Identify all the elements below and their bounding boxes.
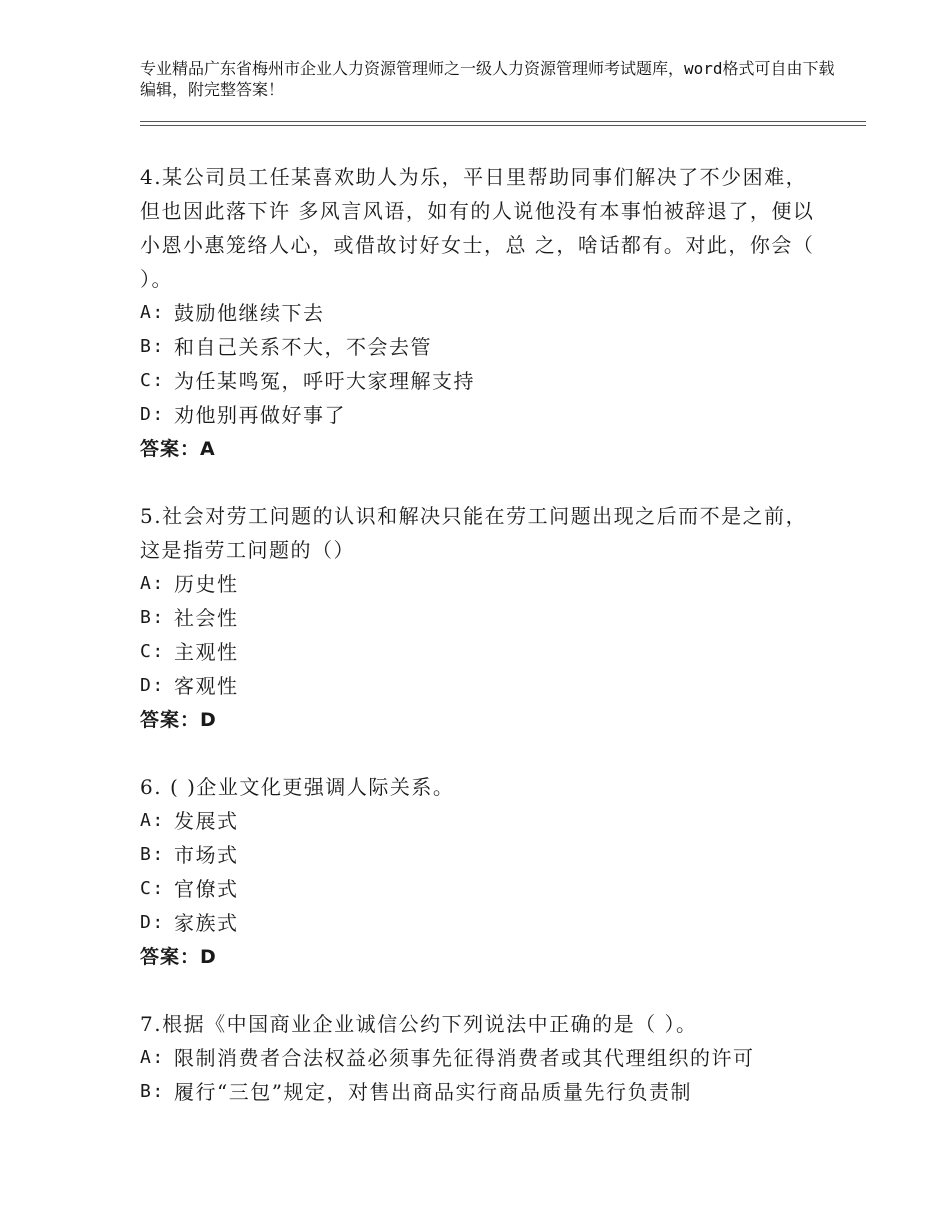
option-text: 家族式	[174, 911, 239, 935]
option-letter: C:	[140, 641, 165, 662]
page-header	[140, 58, 840, 100]
option-d	[140, 669, 820, 703]
option-c	[140, 635, 820, 669]
option-text: 限制消费者合法权益必须事先征得消费者或其代理组织的许可	[174, 1046, 755, 1070]
option-text: 官僚式	[174, 877, 239, 901]
option-text: 和自己关系不大，不会去管	[174, 335, 432, 359]
option-text: 社会性	[174, 606, 239, 630]
header-divider	[140, 121, 866, 122]
option-letter: D:	[140, 404, 165, 425]
option-b	[140, 1075, 820, 1109]
option-c	[140, 872, 820, 906]
option-letter: A:	[140, 810, 165, 831]
option-b	[140, 330, 820, 364]
option-d	[140, 906, 820, 940]
option-text: 市场式	[174, 843, 239, 867]
option-text: 履行“三包”规定，对售出商品实行商品质量先行负责制	[174, 1080, 692, 1104]
option-letter: B:	[140, 607, 165, 628]
document-title: 专业精品广东省梅州市企业人力资源管理师之一级人力资源管理师考试题库，word格式可自由下载编辑，附完整答案！	[140, 59, 835, 99]
option-c	[140, 364, 820, 398]
option-text: 为任某鸣冤，呼吁大家理解支持	[174, 369, 475, 393]
option-letter: A:	[140, 302, 165, 323]
question-text: 4.某公司员工任某喜欢助人为乐，平日里帮助同事们解决了不少困难，但也因此落下许 多风言风语，如有的人说他没有本事怕被辞退了，便以小恩小惠笼络人心，或借故讨好女士，总 之，啥话都有。对此，你会（ ）。	[140, 165, 815, 291]
option-letter: A:	[140, 1047, 165, 1068]
question-text: 5.社会对劳工问题的认识和解决只能在劳工问题出现之后而不是之前，这是指劳工问题的（）	[140, 504, 808, 562]
question-5	[140, 499, 820, 737]
option-letter: C:	[140, 878, 165, 899]
question-6	[140, 770, 820, 974]
option-letter: D:	[140, 912, 165, 933]
option-b	[140, 838, 820, 872]
header-divider	[140, 125, 866, 126]
option-text: 鼓励他继续下去	[174, 301, 325, 325]
option-a	[140, 567, 820, 601]
option-text: 历史性	[174, 572, 239, 596]
option-letter: B:	[140, 336, 165, 357]
answer-label: 答案：D	[140, 709, 217, 731]
option-letter: B:	[140, 1081, 165, 1102]
question-4	[140, 160, 820, 466]
option-b	[140, 601, 820, 635]
option-a	[140, 1041, 820, 1075]
question-list	[140, 160, 820, 1142]
option-d	[140, 398, 820, 432]
option-letter: B:	[140, 844, 165, 865]
question-7	[140, 1007, 820, 1109]
option-text: 发展式	[174, 809, 239, 833]
option-a	[140, 296, 820, 330]
option-letter: D:	[140, 675, 165, 696]
option-letter: A:	[140, 573, 165, 594]
question-text: 7.根据《中国商业企业诚信公约下列说法中正确的是（ ）。	[140, 1012, 698, 1036]
question-text: 6. ( )企业文化更强调人际关系。	[140, 775, 455, 799]
answer-label: 答案：D	[140, 946, 217, 968]
option-letter: C:	[140, 370, 165, 391]
option-text: 主观性	[174, 640, 239, 664]
answer-label: 答案：A	[140, 438, 216, 460]
option-text: 劝他别再做好事了	[174, 403, 346, 427]
option-text: 客观性	[174, 674, 239, 698]
option-a	[140, 804, 820, 838]
